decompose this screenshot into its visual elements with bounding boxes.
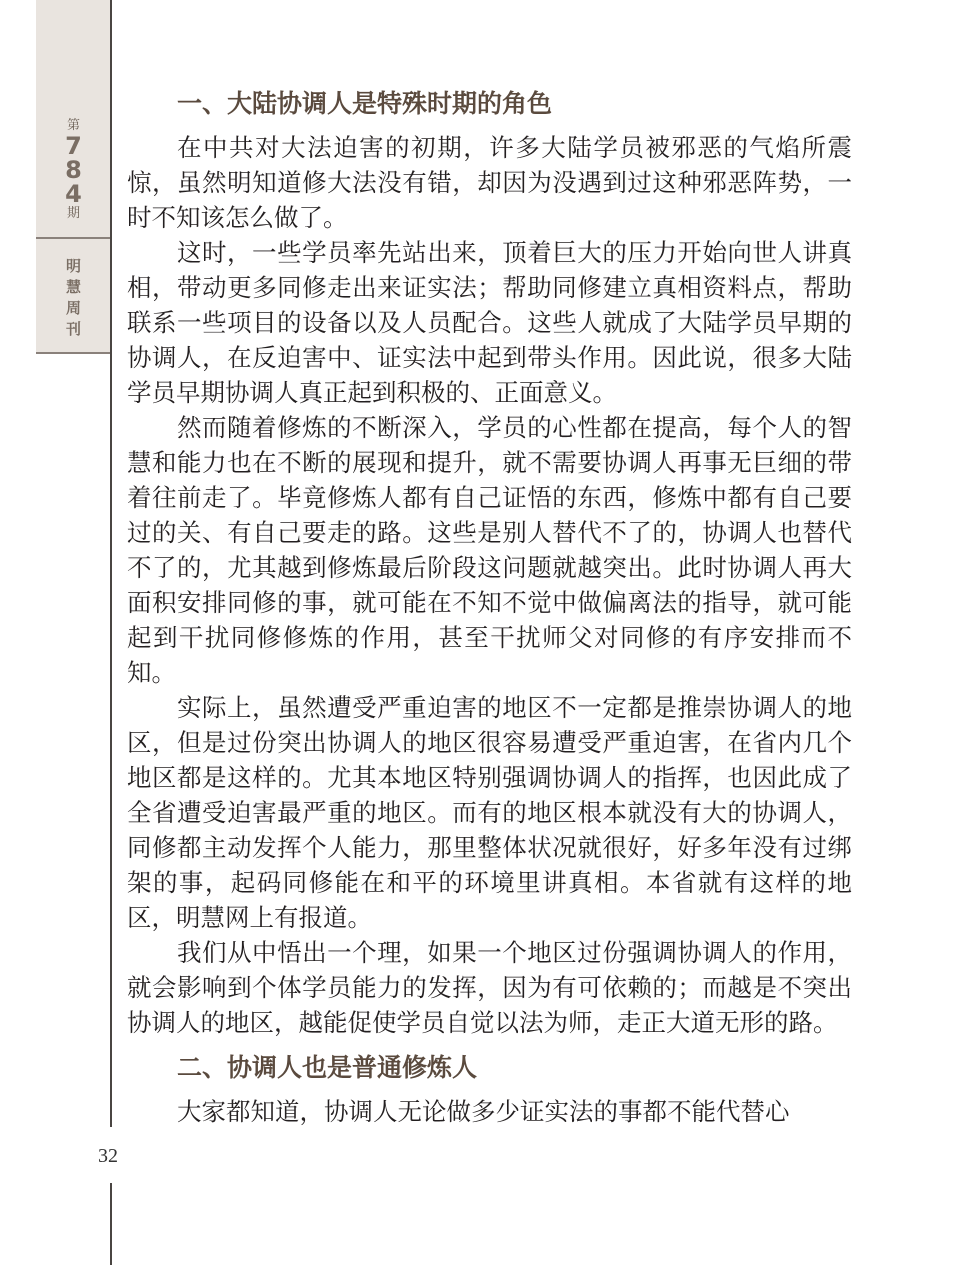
spine-rule-top xyxy=(110,0,112,1127)
issue-suffix: 期 xyxy=(66,206,80,221)
paragraph: 大家都知道，协调人无论做多少证实法的事都不能代替心 xyxy=(177,1097,790,1126)
issue-prefix: 第 xyxy=(66,118,80,133)
paragraph: 在中共对大法迫害的初期，许多大陆学员被邪恶的气焰所震惊，虽然明知道修大法没有错，却因为没遇到过这种邪恶阵势，一时不知该怎么做了。 xyxy=(127,133,852,232)
spine-rule-bottom xyxy=(110,1183,112,1265)
issue-sidebar-tab xyxy=(36,0,111,354)
section-heading: 一、大陆协调人是特殊时期的角色 xyxy=(177,89,553,118)
sidebar-divider xyxy=(36,237,111,239)
paragraph: 实际上，虽然遭受严重迫害的地区不一定都是推崇协调人的地区，但是过份突出协调人的地区很容易遭受严重迫害，在省内几个地区都是这样的。尤其本地区特别强调协调人的指挥，也因此成了全省遭受迫害最严重的地区。而有的地区根本就没有大的协调人，同修都主动发挥个人能力，那里整体状况就很好，好多年没有过绑架的事，起码同修能在和平的环境里讲真相。本省就有这样的地区，明慧网上有报道。 xyxy=(127,693,852,932)
page-number: 32 xyxy=(98,1145,118,1167)
publication-char: 明 xyxy=(65,257,81,275)
article-body xyxy=(127,84,852,1129)
issue-digit: 7 xyxy=(65,132,82,160)
paragraph: 这时，一些学员率先站出来，顶着巨大的压力开始向世人讲真相，带动更多同修走出来证实法；帮助同修建立真相资料点，帮助联系一些项目的设备以及人员配合。这些人就成了大陆学员早期的协调人，在反迫害中、证实法中起到带头作用。因此说，很多大陆学员早期协调人真正起到积极的、正面意义。 xyxy=(127,238,852,407)
publication-char: 慧 xyxy=(65,278,81,296)
paragraph: 然而随着修炼的不断深入，学员的心性都在提高，每个人的智慧和能力也在不断的展现和提升，就不需要协调人再事无巨细的带着往前走了。毕竟修炼人都有自己证悟的东西，修炼中都有自己要过的关、有自己要走的路。这些是别人替代不了的，协调人也替代不了的，尤其越到修炼最后阶段这问题就越突出。此时协调人再大面积安排同修的事，就可能在不知不觉中做偏离法的指导，就可能起到干扰同修修炼的作用，甚至干扰师父对同修的有序安排而不知。 xyxy=(127,413,852,687)
publication-char: 周 xyxy=(65,299,81,317)
publication-name xyxy=(36,256,111,340)
issue-digit: 8 xyxy=(65,156,82,184)
paragraph: 我们从中悟出一个理，如果一个地区过份强调协调人的作用，就会影响到个体学员能力的发挥，因为有可依赖的；而越是不突出协调人的地区，越能促使学员自觉以法为师，走正大道无形的路。 xyxy=(127,938,852,1037)
section-heading: 二、协调人也是普通修炼人 xyxy=(177,1053,478,1082)
issue-number xyxy=(36,118,111,222)
publication-char: 刊 xyxy=(65,320,81,338)
issue-digit: 4 xyxy=(65,180,82,208)
